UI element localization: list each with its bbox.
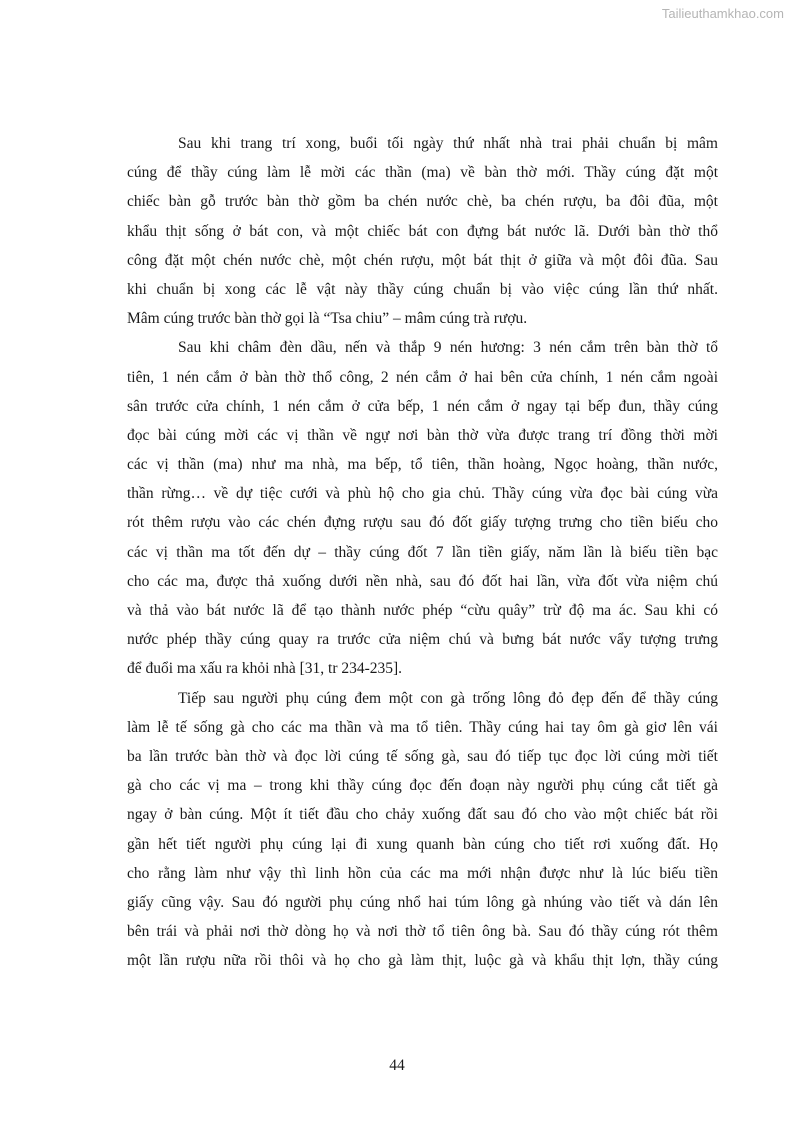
text-line: cúng để thầy cúng làm lễ mời các thần (ma) về bàn thờ mới. Thầy cúng đặt một bbox=[127, 164, 718, 182]
text-line: Tiếp sau người phụ cúng đem một con gà trống lông đỏ đẹp đến để thầy cúng bbox=[178, 689, 718, 707]
text-line: Sau khi trang trí xong, buổi tối ngày thứ nhất nhà trai phải chuẩn bị mâm bbox=[178, 135, 718, 152]
text-line: giấy cũng vậy. Sau đó người phụ cúng nhổ hai túm lông gà nhúng vào tiết và dán lên bbox=[127, 893, 718, 911]
text-line: chiếc bàn gỗ trước bàn thờ gồm ba chén nước chè, ba chén rượu, ba đôi đũa, một bbox=[127, 193, 718, 211]
text-line: gà cho các vị ma – trong khi thầy cúng đọc đến đoạn này người phụ cúng cắt tiết gà bbox=[127, 777, 718, 795]
text-line: sân trước cửa chính, 1 nén cắm ở cửa bếp, 1 nén cắm ở ngay tại bếp đun, thầy cúng bbox=[127, 397, 718, 415]
text-line: nước phép thầy cúng quay ra trước cửa niệm chú và bưng bát nước vẩy tượng trưng bbox=[127, 631, 718, 649]
text-line: khi chuẩn bị xong các lễ vật này thầy cúng chuẩn bị vào việc cúng lần thứ nhất. bbox=[127, 280, 718, 298]
text-line: cho rằng làm như vậy thì linh hồn của các ma mới nhận được như là lúc biếu tiền bbox=[127, 864, 718, 882]
watermark: Tailieuthamkhao.com bbox=[661, 6, 784, 21]
text-line: một lần rượu nữa rồi thôi và họ cho gà làm thịt, luộc gà và khẩu thịt lợn, thầy cúng bbox=[127, 952, 718, 970]
text-line: gần hết tiết người phụ cúng lại đi xung quanh bàn cúng cho tiết rơi xuống đất. Họ bbox=[127, 835, 718, 853]
text-line: rót thêm rượu vào các chén đựng rượu sau đó đốt giấy tượng trưng cho tiền biếu cho bbox=[127, 514, 718, 532]
text-line: các vị thần (ma) như ma nhà, ma bếp, tổ tiên, thần hoàng, Ngọc hoàng, thần nước, bbox=[127, 456, 718, 474]
text-line: đọc bài cúng mời các vị thần về ngự nơi bàn thờ vừa được trang trí đồng thời mời bbox=[127, 426, 718, 444]
text-line: cho các ma, được thả xuống dưới nền nhà, sau đó đốt hai lần, vừa đốt vừa niệm chú bbox=[127, 572, 718, 590]
text-line: và thả vào bát nước lã để tạo thành nước phép “cừu quây” trừ độ ma ác. Sau khi có bbox=[127, 602, 718, 619]
text-line: tiên, 1 nén cắm ở bàn thờ thổ công, 2 nén cắm ở hai bên cửa chính, 1 nén cắm ngoài bbox=[127, 368, 718, 386]
text-line: thần rừng… về dự tiệc cưới và phù hộ cho gia chủ. Thầy cúng vừa đọc bài cúng vừa bbox=[127, 485, 718, 503]
text-line: bên trái và phải nơi thờ dòng họ và nơi thờ tổ tiên ông bà. Sau đó thầy cúng rót thêm bbox=[127, 923, 718, 941]
text-line: để đuổi ma xấu ra khỏi nhà [31, tr 234-235]. bbox=[127, 660, 403, 678]
page-number: 44 bbox=[389, 1057, 405, 1074]
text-line: ngay ở bàn cúng. Một ít tiết đầu cho chảy xuống đất sau đó cho vào một chiếc bát rồi bbox=[127, 806, 718, 824]
text-line: ba lần trước bàn thờ và đọc lời cúng tế sống gà, sau đó tiếp tục đọc lời cúng mời tiết bbox=[127, 747, 718, 765]
document-body bbox=[127, 129, 718, 975]
text-line: Sau khi châm đèn dầu, nến và thắp 9 nén hương: 3 nén cắm trên bàn thờ tổ bbox=[178, 339, 718, 357]
text-line: làm lễ tế sống gà cho các ma thần và ma tổ tiên. Thầy cúng hai tay ôm gà giơ lên vái bbox=[127, 718, 718, 736]
text-line: Mâm cúng trước bàn thờ gọi là “Tsa chiu” – mâm cúng trà rượu. bbox=[127, 310, 528, 328]
text-line: khẩu thịt sống ở bát con, và một chiếc bát con đựng bát nước lã. Dưới bàn thờ thổ bbox=[127, 222, 718, 240]
text-line: các vị thần ma tốt đến dự – thầy cúng đốt 7 lần tiền giấy, năm lần là biếu tiền bạc bbox=[127, 543, 718, 561]
text-line: công đặt một chén nước chè, một chén rượu, một bát thịt ở giữa và một đôi đũa. Sau bbox=[127, 251, 718, 269]
